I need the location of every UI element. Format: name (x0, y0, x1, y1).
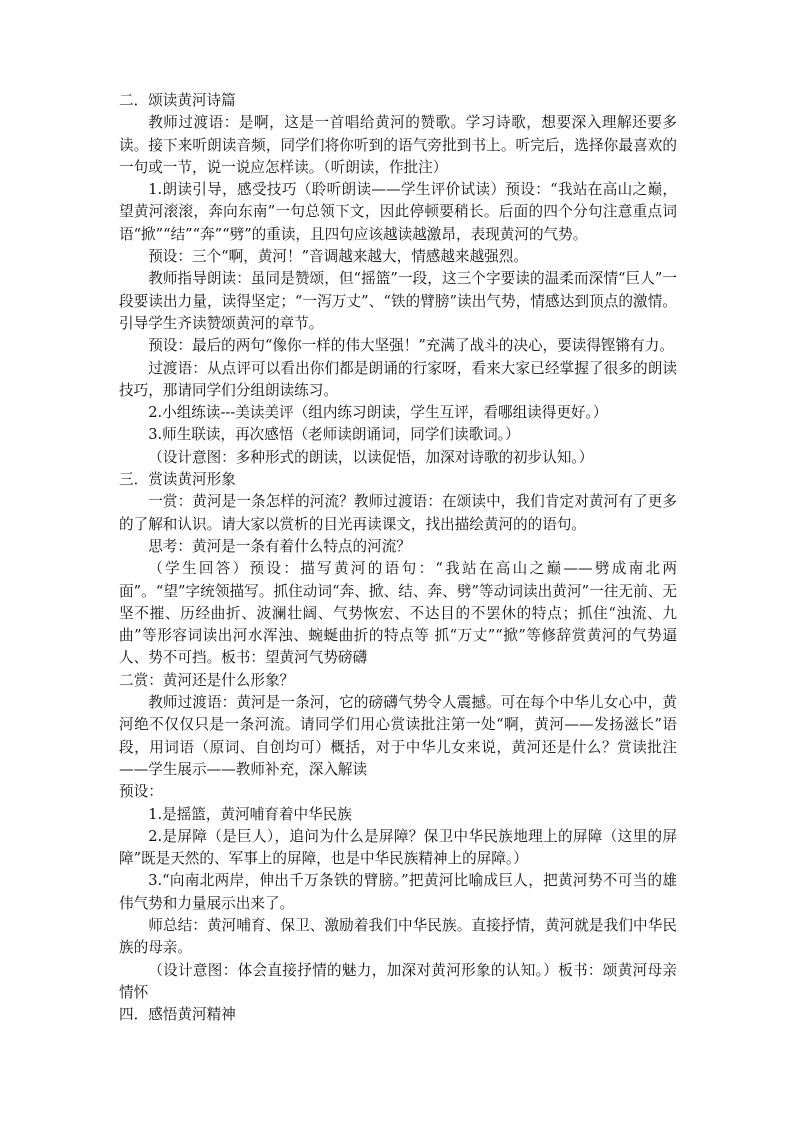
paragraph-design-intent-1: （设计意图：多种形式的朗读，以读促悟，加深对诗歌的初步认知。） (148, 448, 594, 466)
list-item-barrier: 2.是屏障（是巨人），追问为什么是屏障？保卫中华民族地理上的屏障（这里的屏障”既是天然的、军事上的屏障，也是中华民族精神上的屏障。） (119, 827, 677, 868)
paragraph-think: 思考：黄河是一条有着什么特点的河流？ (148, 537, 411, 555)
paragraph-teacher-summary: 师总结：黄河哺育、保卫、激励着我们中华民族。直接抒情，黄河就是我们中华民族的母亲。 (119, 916, 677, 957)
paragraph-second-appreciation: 二赏：黄河还是什么形象？ (119, 671, 295, 689)
paragraph-reading-guide: 1.朗读引导，感受技巧（聆听朗读——学生评价试读）预设：“我站在高山之巅，望黄河滚滚，奔向东南”一句总领下文，因此停顿要稍长。后面的四个分句注意重点词语“掀”“结”“奔”“劈”的重读，且四句应该越读越激昂，表现黄河的气势。 (119, 181, 677, 243)
paragraph-preset-label: 预设： (119, 783, 163, 801)
list-item-cradle: 1.是摇篮，黄河哺育着中华民族 (148, 805, 352, 823)
paragraph-design-intent-2: （设计意图：体会直接抒情的魅力，加深对黄河形象的认知。）板书：颂黄河母亲情怀 (119, 961, 677, 1001)
paragraph-student-answer: （学生回答）预设：描写黄河的语句：“我站在高山之巅——劈成南北两面”。“望”字统领描写。抓住动词“奔、掀、结、奔、劈”等动词读出黄河”一往无前、无坚不摧、历经曲折、波澜壮阔、气势恢宏、不达目的不罢休的特点；抓住“浊流、九曲”等形容词读出河水浑浊、蜿蜒曲折的特点等 抓“万丈”“掀”等修辞赏黄河的气势逼人、势不可挡。板书：望黄河气势磅礴 (119, 560, 677, 667)
section-heading-3: 三．赏读黄河形象 (119, 471, 236, 489)
paragraph-transition-1: 教师过渡语：是啊，这是一首唱给黄河的赞歌。学习诗歌，想要深入理解还要多读。接下来听朗读音频，同学们将你听到的语气旁批到书上。听完后，选择你最喜欢的一句或一节，说一说应怎样读。（听朗读，作批注） (119, 114, 677, 176)
paragraph-teacher-guide: 教师指导朗读：虽同是赞颂，但“摇篮”一段，这三个字要读的温柔而深情“巨人”一段要读出力量，读得坚定；“一泻万丈”、“铁的臂膀”读出气势，情感达到顶点的激情。引导学生齐读赞颂黄河的章节。 (119, 270, 677, 332)
paragraph-joint-reading: 3.师生联读，再次感悟（老师读朗诵词，同学们读歌词。） (148, 426, 520, 444)
paragraph-preset-2: 预设：最后的两句“像你一样的伟大坚强！”充满了战斗的决心，要读得铿锵有力。 (148, 337, 674, 355)
paragraph-transition-3: 教师过渡语：黄河是一条河，它的磅礴气势令人震撼。可在每个中华儿女心中，黄河绝不仅仅只是一条河流。请同学们用心赏读批注第一处“啊，黄河——发扬滋长”语段，用词语（原词、自创均可）概括，对于中华儿女来说，黄河还是什么？赏读批注——学生展示——教师补充，深入解读 (119, 694, 677, 778)
paragraph-preset-1: 预设：三个“啊，黄河！”音调越来越大，情感越来越强烈。 (148, 248, 528, 266)
document-body (119, 90, 677, 1026)
section-heading-4: 四．感悟黄河精神 (119, 1006, 236, 1024)
section-heading-2: 二．颂读黄河诗篇 (119, 92, 236, 109)
list-item-giant: 3.“向南北两岸，伸出千万条铁的臂膀。”把黄河比喻成巨人，把黄河势不可当的雄伟气势和力量展示出来了。 (119, 872, 677, 912)
paragraph-transition-2: 过渡语：从点评可以看出你们都是朗诵的行家呀，看来大家已经掌握了很多的朗读技巧，那请同学们分组朗读练习。 (119, 359, 677, 399)
paragraph-group-practice: 2.小组练读---美读美评（组内练习朗读，学生互评，看哪组读得更好。） (148, 404, 608, 422)
paragraph-first-appreciation: 一赏：黄河是一条怎样的河流？教师过渡语：在颂读中，我们肯定对黄河有了更多的了解和认识。请大家以赏析的目光再读课文，找出描绘黄河的的语句。 (119, 493, 677, 533)
